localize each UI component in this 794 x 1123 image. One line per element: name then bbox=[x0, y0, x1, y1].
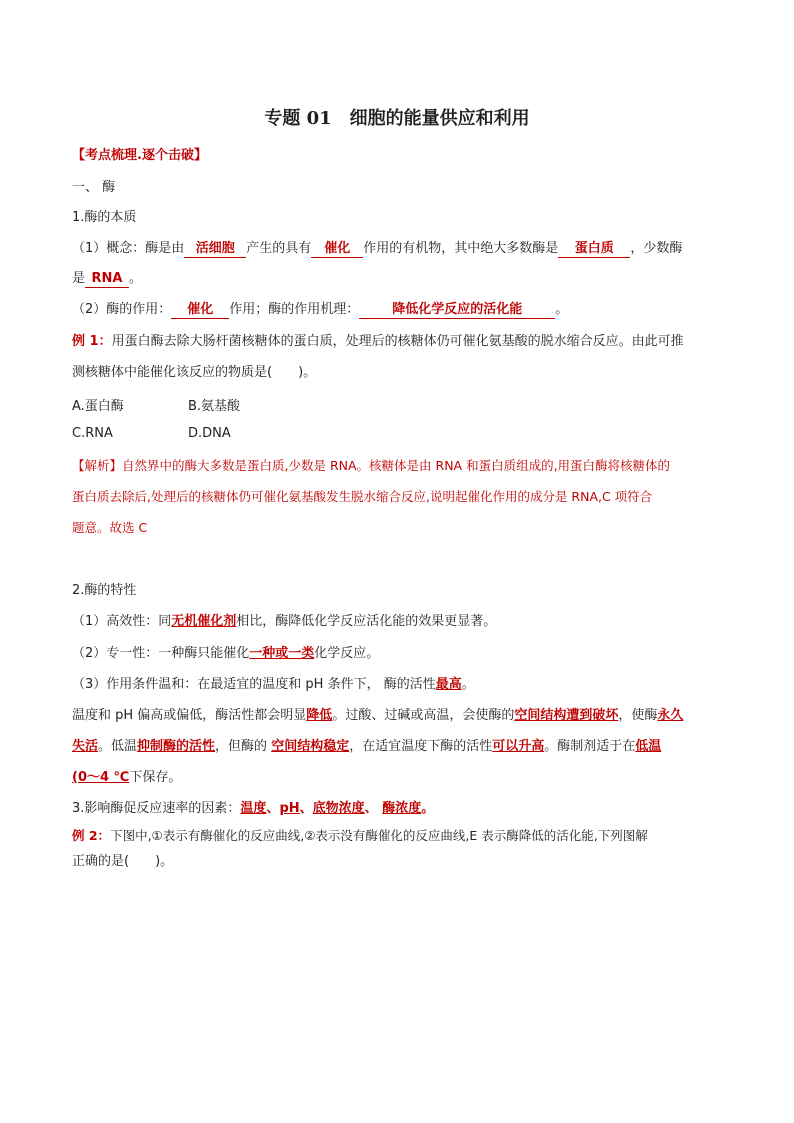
keyword-inhibit-activity: 抑制酶的活性 bbox=[137, 739, 216, 754]
blank-living-cell: 活细胞 bbox=[184, 240, 246, 258]
analysis-line-2: 蛋白质去除后,处理后的核糖体仍可催化氨基酸发生脱水缩合反应,说明起催化作用的成分是 RNA,C 项符合 bbox=[72, 489, 653, 504]
example-1-line-2: 测核糖体中能催化该反应的物质是( )。 bbox=[72, 365, 317, 380]
option-c: C.RNA bbox=[72, 426, 113, 441]
blank-catalysis: 催化 bbox=[311, 240, 363, 258]
factor-substrate: 底物浓度 bbox=[312, 801, 365, 816]
temperature-line-2: 失活。低温抑制酶的活性，但酶的 空间结构稳定，在适宜温度下酶的活性可以升高。酶制剂适于在低温 bbox=[72, 739, 662, 754]
example-1-label: 例 1： bbox=[72, 334, 112, 349]
option-a: A.蛋白酶 bbox=[72, 399, 124, 414]
keyword-decrease: 降低 bbox=[306, 708, 333, 723]
temperature-line-1: 温度和 pH 偏高或偏低，酶活性都会明显降低。过酸、过碱或高温，会使酶的空间结构遭到破坏，使酶永久 bbox=[72, 708, 684, 723]
concept-line-1: （1）概念：酶是由 活细胞 产生的具有 催化 作用的有机物，其中绝大多数酶是 蛋白质 ，少数酶 bbox=[72, 241, 683, 256]
efficiency-line: （1）高效性：同无机催化剂相比，酶降低化学反应活化能的效果更显著。 bbox=[72, 614, 497, 629]
example-1-line-1: 例 1：用蛋白酶去除大肠杆菌核糖体的蛋白质，处理后的核糖体仍可催化氨基酸的脱水缩合反应。由此可推 bbox=[72, 334, 684, 349]
factor-temperature: 温度 bbox=[240, 801, 267, 816]
enzyme-role-line: （2）酶的作用： 催化 作用；酶的作用机理： 降低化学反应的活化能 。 bbox=[72, 302, 569, 317]
concept-line-2: 是 RNA 。 bbox=[72, 271, 143, 286]
part-heading: 一、 酶 bbox=[72, 180, 116, 195]
temperature-line-3: (0～4 ℃下保存。 bbox=[72, 770, 182, 785]
keyword-highest: 最高 bbox=[435, 677, 462, 692]
keyword-inactivated: 失活 bbox=[72, 739, 99, 754]
heading-enzyme-nature: 1.酶的本质 bbox=[72, 210, 137, 225]
keyword-inorganic-catalyst: 无机催化剂 bbox=[171, 614, 237, 629]
keyword-structure-destroyed: 空间结构遭到破坏 bbox=[514, 708, 619, 723]
heading-enzyme-traits: 2.酶的特性 bbox=[72, 583, 137, 598]
blank-protein: 蛋白质 bbox=[558, 240, 630, 258]
example-2-label: 例 2： bbox=[72, 828, 111, 843]
example-2-line-1: 例 2：下图中,①表示有酶催化的反应曲线,②表示没有酶催化的反应曲线,E 表示酶降低的活化能,下列图解 bbox=[72, 828, 648, 843]
example-2-line-2: 正确的是( )。 bbox=[72, 854, 174, 869]
keyword-structure-stable: 空间结构稳定 bbox=[271, 739, 350, 754]
option-b: B.氨基酸 bbox=[188, 399, 241, 414]
factor-enzyme: 酶浓度 bbox=[382, 801, 422, 816]
blank-activation-energy: 降低化学反应的活化能 bbox=[359, 301, 555, 319]
blank-catalysis-2: 催化 bbox=[171, 301, 229, 319]
section-header: 【考点梳理.逐个击破】 bbox=[72, 148, 207, 163]
document-title: 专题 01 细胞的能量供应和利用 bbox=[264, 108, 530, 129]
option-d: D.DNA bbox=[188, 426, 231, 441]
blank-rna: RNA bbox=[85, 270, 129, 288]
factor-ph: pH bbox=[279, 801, 300, 816]
factors-line: 3.影响酶促反应速率的因素：温度、pH、底物浓度、 酶浓度。 bbox=[72, 801, 435, 816]
keyword-low-temperature: 低温 bbox=[635, 739, 662, 754]
analysis-line-3: 题意。故选 C bbox=[72, 520, 148, 535]
mild-conditions-line: （3）作用条件温和：在最适宜的温度和 pH 条件下， 酶的活性最高。 bbox=[72, 677, 475, 692]
keyword-permanent: 永久 bbox=[657, 708, 684, 723]
keyword-temp-range: (0～4 ℃ bbox=[72, 770, 130, 785]
keyword-one-or-one-class: 一种或一类 bbox=[249, 646, 315, 661]
specificity-line: （2）专一性：一种酶只能催化一种或一类化学反应。 bbox=[72, 646, 380, 661]
analysis-line-1: 【解析】自然界中的酶大多数是蛋白质,少数是 RNA。核糖体是由 RNA 和蛋白质组成的,用蛋白酶将核糖体的 bbox=[72, 458, 671, 473]
keyword-can-increase: 可以升高 bbox=[492, 739, 545, 754]
